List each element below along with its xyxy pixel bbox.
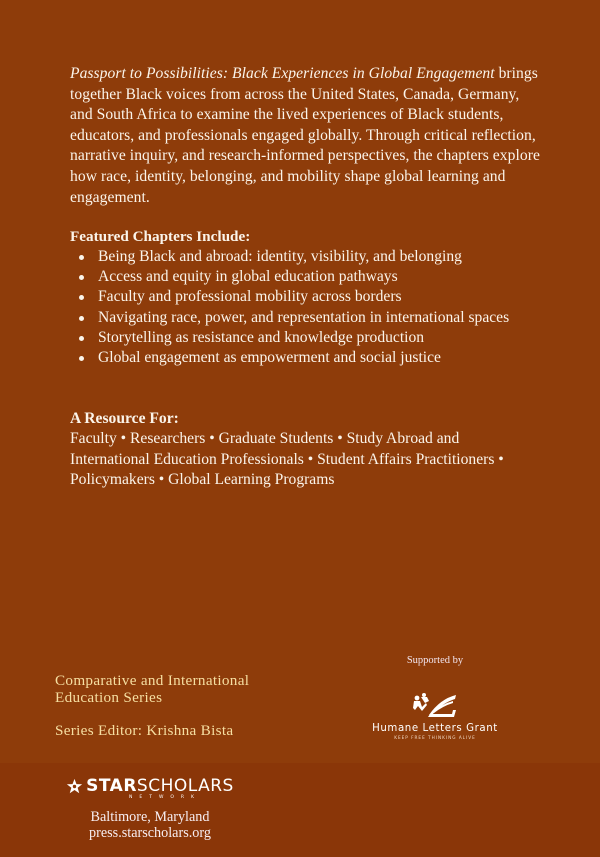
logo-network-text: NETWORK <box>128 795 202 800</box>
audience-list: Faculty • Researchers • Graduate Students • Study Abroad and International Education Professionals • Student Affairs Practitioners • Policymakers • Global Learning Programs <box>70 430 504 489</box>
list-item <box>70 247 540 267</box>
bullet-icon <box>79 255 84 260</box>
featured-chapters <box>70 227 540 368</box>
chapters-heading: Featured Chapters Include: <box>70 228 251 245</box>
logo-star-text: STAR <box>86 776 137 796</box>
publisher-logo <box>55 777 245 795</box>
supported-by-label: Supported by <box>406 655 464 666</box>
list-item <box>70 348 540 368</box>
audience-section <box>70 409 530 491</box>
chapters-list <box>70 247 540 368</box>
open-book-icon <box>410 691 460 721</box>
series-name-line1: Comparative and International <box>55 672 250 689</box>
description-text: brings together Black voices from across the United States, Canada, Germany, and South Africa to examine the lived experiences of Black students, educators, and professionals engaged globally. Through critical reflection, narrative inquiry, and research-informed perspectives, the chapters explore how race, identity, belonging, and mobility shape global learning and engagement. <box>70 65 540 206</box>
star-icon <box>66 778 83 795</box>
list-item <box>70 267 540 287</box>
chapter-title: Faculty and professional mobility across borders <box>98 288 402 306</box>
chapter-title: Access and equity in global education pathways <box>98 268 398 286</box>
series-name <box>55 673 249 706</box>
chapter-title: Navigating race, power, and representation in international spaces <box>98 308 510 326</box>
bullet-icon <box>79 275 84 280</box>
bullet-icon <box>79 316 84 321</box>
publisher-city: Baltimore, Maryland <box>90 809 210 825</box>
publisher-block <box>55 777 245 841</box>
list-item <box>70 328 540 348</box>
series-name-line2: Education Series <box>55 688 163 706</box>
list-item <box>70 287 540 307</box>
list-item <box>70 308 540 328</box>
grant-tagline: KEEP FREE THINKING ALIVE <box>394 735 476 740</box>
logo-wordmark <box>86 777 234 795</box>
grant-name: Humane Letters Grant <box>372 723 498 734</box>
bullet-icon <box>79 356 84 361</box>
logo-scholars-text: SCHOLARS <box>136 776 234 796</box>
sponsor-block <box>360 655 510 740</box>
bullet-icon <box>79 295 84 300</box>
audience-heading: A Resource For: <box>70 410 179 427</box>
series-info <box>55 673 249 739</box>
chapter-title: Global engagement as empowerment and social justice <box>98 349 441 367</box>
series-editor: Series Editor: Krishna Bista <box>55 722 234 739</box>
book-title: Passport to Possibilities: Black Experiences in Global Engagement <box>70 65 495 82</box>
chapter-title: Storytelling as resistance and knowledge production <box>98 328 425 346</box>
bullet-icon <box>79 336 84 341</box>
publisher-url: press.starscholars.org <box>89 825 211 841</box>
book-description <box>70 64 540 208</box>
chapter-title: Being Black and abroad: identity, visibility, and belonging <box>98 248 462 265</box>
